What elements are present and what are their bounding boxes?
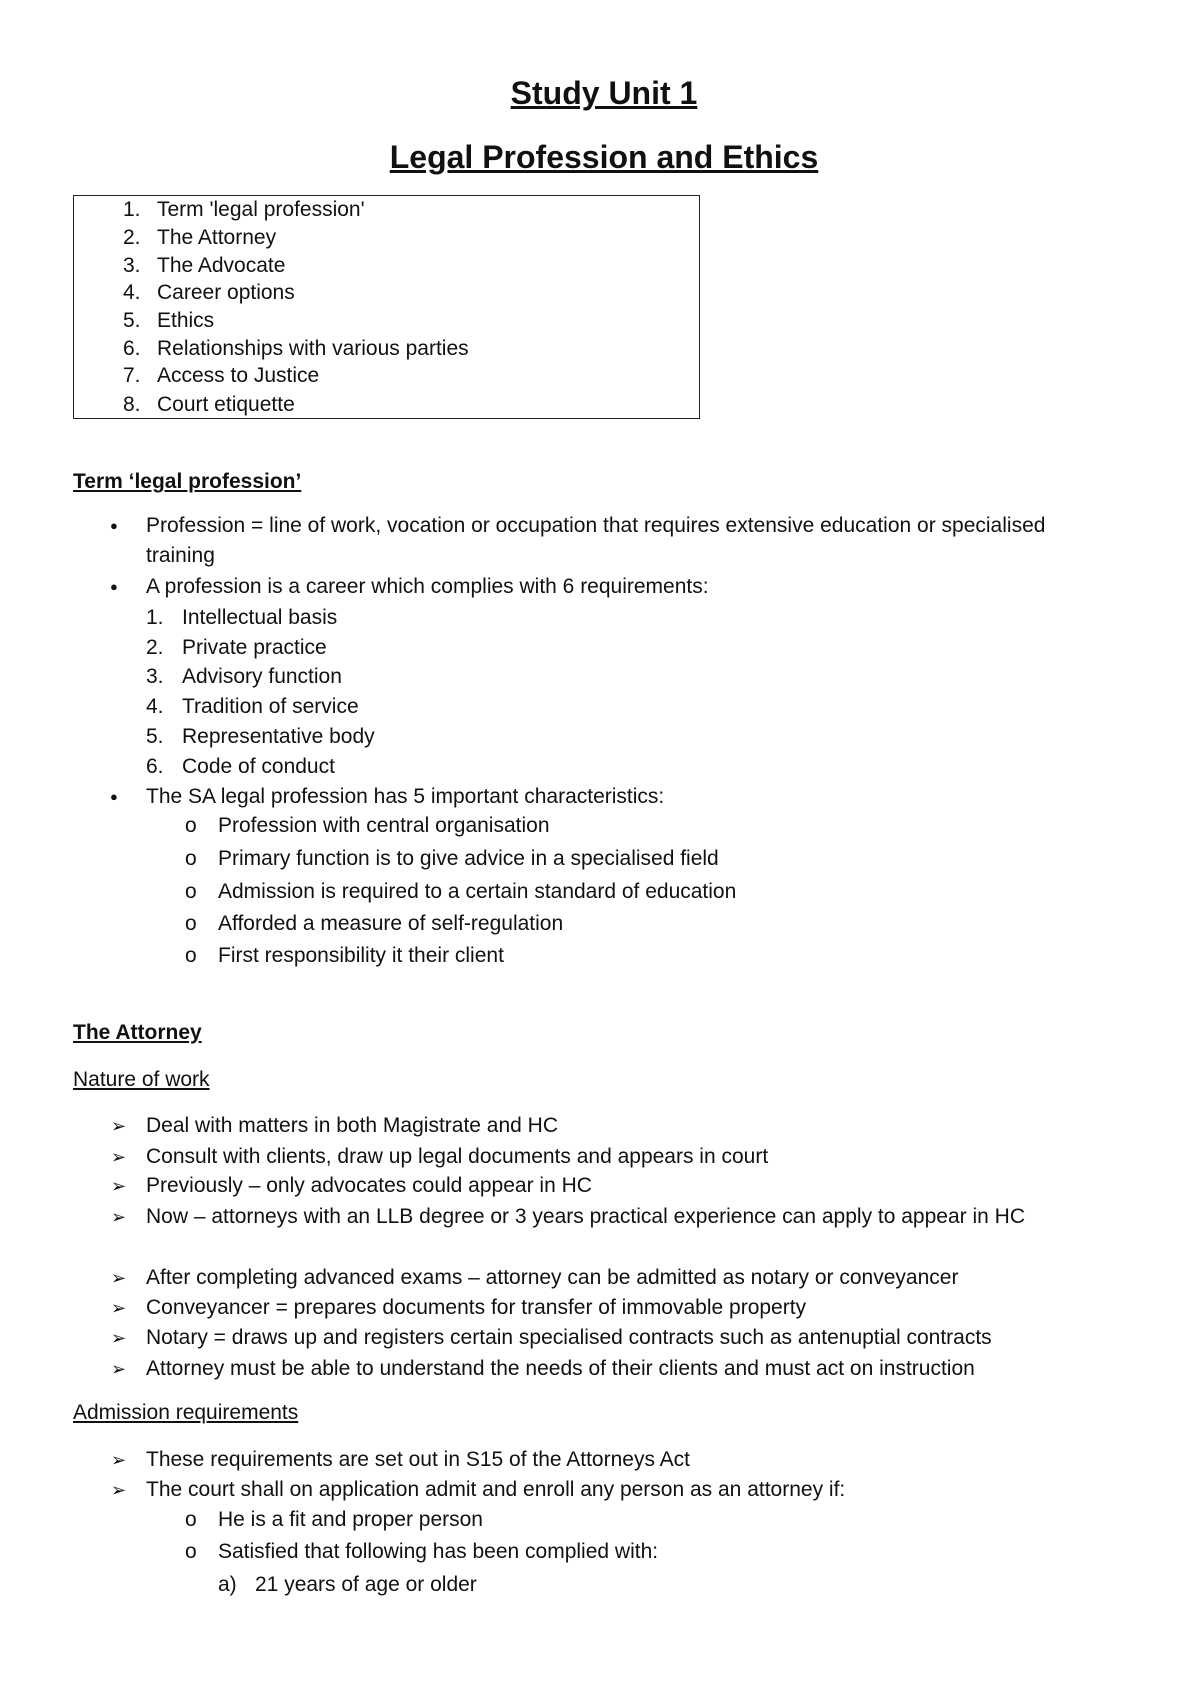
requirement-item: Representative body	[182, 725, 375, 748]
condition-item: Satisfied that following has been complied with:	[218, 1540, 659, 1563]
circle-bullet-icon: o	[185, 1508, 197, 1531]
requirement-num: 2.	[146, 636, 164, 659]
nature-item: After completing advanced exams – attorney can be admitted as notary or conveyancer	[146, 1266, 959, 1289]
subheading-nature-of-work: Nature of work	[73, 1068, 210, 1091]
contents-item: Access to Justice	[157, 364, 320, 387]
page-subtitle: Legal Profession and Ethics	[389, 139, 819, 175]
contents-num: 4.	[123, 281, 141, 304]
contents-num: 1.	[123, 198, 141, 221]
arrow-bullet-icon: ➢	[111, 1328, 127, 1348]
characteristic-item: First responsibility it their client	[218, 944, 504, 967]
characteristic-item: Profession with central organisation	[218, 814, 550, 837]
nature-item: Attorney must be able to understand the needs of their clients and must act on instruction	[146, 1357, 975, 1380]
characteristic-item: Afforded a measure of self-regulation	[218, 912, 564, 935]
arrow-bullet-icon: ➢	[111, 1176, 127, 1196]
arrow-bullet-icon: ➢	[111, 1147, 127, 1167]
section-heading-legal-profession: Term ‘legal profession’	[73, 470, 302, 493]
bullet-item: Profession = line of work, vocation or occupation that requires extensive education or specialised training	[146, 514, 1046, 567]
circle-bullet-icon: o	[185, 880, 197, 903]
contents-num: 5.	[123, 309, 141, 332]
arrow-bullet-icon: ➢	[111, 1268, 127, 1288]
requirement-item: Intellectual basis	[182, 606, 338, 629]
section-heading-attorney: The Attorney	[73, 1021, 202, 1044]
nature-item: Deal with matters in both Magistrate and HC	[146, 1114, 559, 1137]
characteristic-item: Primary function is to give advice in a specialised field	[218, 847, 719, 870]
bullet-icon: ●	[110, 789, 118, 804]
nature-item: Notary = draws up and registers certain specialised contracts such as antenuptial contracts	[146, 1326, 992, 1349]
contents-item: Term 'legal profession'	[157, 198, 365, 221]
requirement-num: 5.	[146, 725, 164, 748]
requirement-item: Advisory function	[182, 665, 342, 688]
circle-bullet-icon: o	[185, 912, 197, 935]
bullet-item: The SA legal profession has 5 important characteristics:	[146, 785, 665, 808]
requirement-num: 1.	[146, 606, 164, 629]
contents-num: 2.	[123, 226, 141, 249]
admission-item: The court shall on application admit and enroll any person as an attorney if:	[146, 1478, 846, 1501]
arrow-bullet-icon: ➢	[111, 1116, 127, 1136]
circle-bullet-icon: o	[185, 944, 197, 967]
contents-item: Ethics	[157, 309, 215, 332]
subheading-admission-requirements: Admission requirements	[73, 1401, 299, 1424]
arrow-bullet-icon: ➢	[111, 1480, 127, 1500]
circle-bullet-icon: o	[185, 1540, 197, 1563]
contents-num: 7.	[123, 364, 141, 387]
bullet-item: A profession is a career which complies with 6 requirements:	[146, 575, 709, 598]
contents-item: Court etiquette	[157, 393, 295, 416]
requirement-item: Code of conduct	[182, 755, 335, 778]
admission-item: These requirements are set out in S15 of the Attorneys Act	[146, 1448, 690, 1471]
nature-item: Consult with clients, draw up legal documents and appears in court	[146, 1145, 769, 1168]
nature-item: Conveyancer = prepares documents for transfer of immovable property	[146, 1296, 807, 1319]
requirement-num: 4.	[146, 695, 164, 718]
contents-item: The Advocate	[157, 254, 286, 277]
contents-num: 8.	[123, 393, 141, 416]
condition-item: He is a fit and proper person	[218, 1508, 483, 1531]
contents-num: 6.	[123, 337, 141, 360]
nature-item: Previously – only advocates could appear in HC	[146, 1174, 592, 1197]
contents-item: The Attorney	[157, 226, 277, 249]
requirement-item: Private practice	[182, 636, 327, 659]
arrow-bullet-icon: ➢	[111, 1359, 127, 1379]
arrow-bullet-icon: ➢	[111, 1298, 127, 1318]
requirement-num: 3.	[146, 665, 164, 688]
sub-condition-num: a)	[218, 1573, 237, 1596]
circle-bullet-icon: o	[185, 847, 197, 870]
arrow-bullet-icon: ➢	[111, 1207, 127, 1227]
characteristic-item: Admission is required to a certain standard of education	[218, 880, 737, 903]
contents-item: Career options	[157, 281, 295, 304]
page-title: Study Unit 1	[510, 75, 698, 111]
requirement-num: 6.	[146, 755, 164, 778]
contents-num: 3.	[123, 254, 141, 277]
arrow-bullet-icon: ➢	[111, 1450, 127, 1470]
contents-item: Relationships with various parties	[157, 337, 469, 360]
bullet-icon: ●	[110, 518, 118, 533]
sub-condition-item: 21 years of age or older	[255, 1573, 477, 1596]
nature-item: Now – attorneys with an LLB degree or 3 years practical experience can apply to appear in HC	[146, 1205, 1025, 1228]
bullet-icon: ●	[110, 579, 118, 594]
circle-bullet-icon: o	[185, 814, 197, 837]
requirement-item: Tradition of service	[182, 695, 359, 718]
